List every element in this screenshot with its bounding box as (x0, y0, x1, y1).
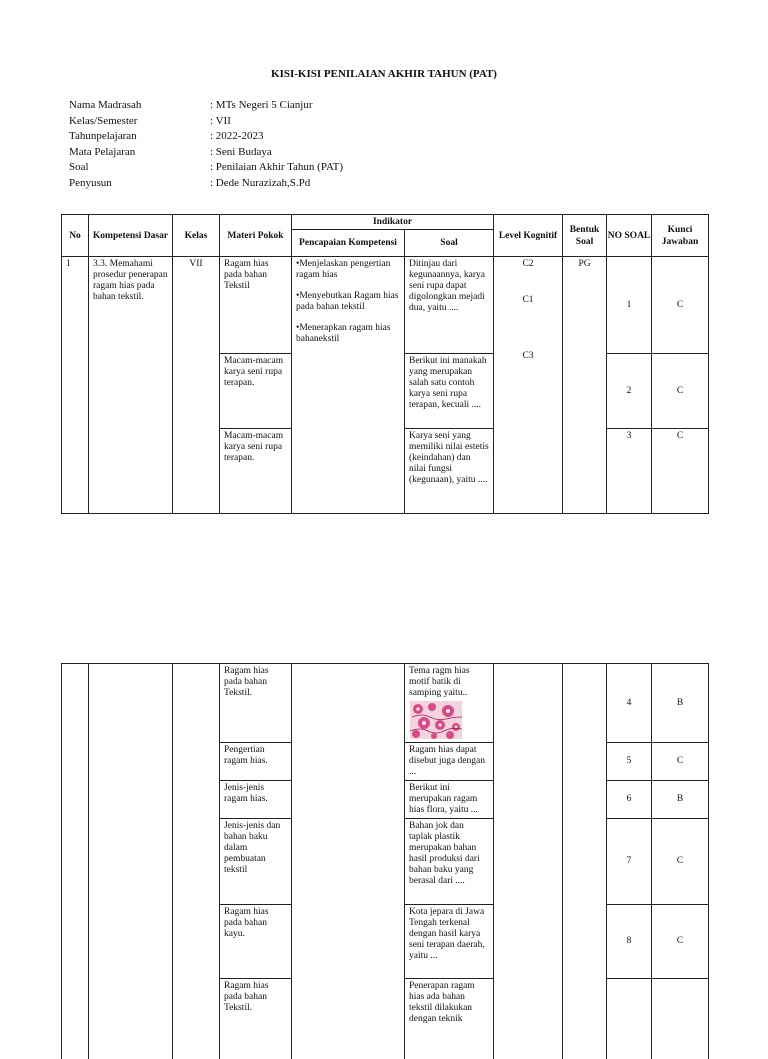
meta-value: : VII (210, 114, 231, 127)
cell-level (494, 257, 562, 364)
header-kunci-jawaban: Kunci Jawaban (652, 215, 709, 257)
cell-no-soal: 8 (626, 936, 632, 946)
cell-soal: Penerapan ragam hias ada bahan tekstil dilakukan dengan teknik (409, 981, 475, 1024)
cell-materi: Jenis-jenis dan bahan baku dalam pembuatan tekstil (224, 821, 281, 875)
meta-label: Mata Pelajaran (69, 145, 136, 158)
header-materi-pokok: Materi Pokok (220, 215, 292, 257)
cell-soal: Bahan jok dan taplak plastik merupakan bahan hasil produksi dari bahan baku yang berasal dari .... (409, 821, 480, 886)
cell-kunci: B (676, 697, 684, 708)
cell-soal (405, 664, 493, 742)
cell-kd-empty (89, 664, 173, 1059)
cell-no: 1 (66, 259, 71, 269)
cell-materi: Jenis-jenis ragam hias. (224, 783, 268, 804)
header-soal: Soal (405, 230, 494, 257)
header-indikator: Indikator (292, 215, 494, 230)
cell-bentuk: PG (578, 259, 591, 269)
cell-soal: Ditinjau dari kegunaannya, karya seni rupa dapat digolongkan mejadi dua, yaitu .... (409, 259, 485, 313)
meta-value: : Dede Nurazizah,S.Pd (210, 176, 311, 189)
cell-level-empty (494, 664, 563, 1059)
cell-kunci: C (676, 385, 684, 396)
cell-kelas-empty (173, 664, 220, 1059)
cell-materi: Pengertian ragam hias. (224, 745, 268, 766)
header-no-soal: NO SOAL (607, 215, 652, 257)
meta-label: Nama Madrasah (69, 99, 142, 111)
cell-no-soal: 3 (626, 431, 632, 441)
cell-materi: Ragam hias pada bahan Tekstil (224, 259, 269, 291)
cell-materi: Macam-macam karya seni rupa terapan. (224, 431, 284, 463)
cell-kunci: B (676, 794, 684, 804)
cell-no-soal: 5 (626, 756, 632, 766)
pk-item: • Menyebutkan Ragam hias pada bahan tekstil (296, 291, 400, 313)
cell-soal: Berikut ini merupakan ragam hias flora, yaitu ... (409, 783, 478, 815)
level-value: C2 (522, 259, 534, 269)
cell-kunci: C (676, 299, 684, 310)
document-title: KISI-KISI PENILAIAN AKHIR TAHUN (PAT) (271, 68, 497, 80)
header-no: No (62, 215, 89, 257)
pk-item: • Menjelaskan pengertian ragam hias (296, 259, 400, 281)
meta-label: Tahunpelajaran (69, 130, 137, 142)
header-kelas: Kelas (173, 215, 220, 257)
cell-no-soal: 1 (626, 299, 632, 310)
pk-item: • Menerapkan ragam hias bahanekstil (296, 323, 400, 345)
cell-kunci (652, 979, 708, 983)
cell-kompetensi-dasar: 3.3. Memahami prosedur penerapan ragam hias pada bahan tekstil. (93, 259, 168, 302)
header-pencapaian-kompetensi: Pencapaian Kompetensi (292, 230, 405, 257)
cell-kelas: VII (189, 259, 203, 269)
table-row (62, 257, 709, 354)
cell-soal: Kota jepara di Jawa Tengah terkenal dengan hasil karya seni terapan daerah, yaitu ... (409, 907, 485, 961)
batik-motif-image (410, 701, 462, 739)
meta-value: : Penilaian Akhir Tahun (PAT) (210, 161, 344, 173)
cell-kunci: C (676, 756, 684, 766)
cell-bentuk-empty (563, 664, 607, 1059)
cell-no-empty (62, 664, 89, 1059)
meta-label: Penyusun (69, 176, 112, 189)
cell-no-soal: 2 (626, 385, 632, 396)
cell-soal: Berikut ini manakah yang merupakan salah satu contoh karya seni rupa terapan, kecuali .... (409, 356, 487, 410)
meta-value: : Seni Budaya (210, 145, 272, 158)
cell-materi: Ragam hias pada bahan Tekstil. (224, 981, 269, 1013)
kisi-table-1 (61, 214, 709, 514)
header-kompetensi-dasar: Kompetensi Dasar (89, 215, 173, 257)
cell-no-soal: 4 (626, 697, 632, 708)
cell-no-soal: 6 (626, 794, 632, 804)
cell-pencapaian (292, 257, 404, 357)
cell-kunci: C (676, 856, 684, 866)
cell-materi: Ragam hias pada bahan Tekstil. (224, 666, 269, 698)
meta-value: : MTs Negeri 5 Cianjur (210, 99, 313, 111)
kisi-table-2 (61, 663, 709, 1059)
cell-pencapaian-empty (292, 664, 405, 1059)
cell-no-soal (607, 979, 651, 983)
cell-materi: Ragam hias pada bahan kayu. (224, 907, 269, 939)
header-bentuk-soal: Bentuk Soal (563, 215, 607, 257)
header-level-kognitif: Level Kognitif (494, 215, 563, 257)
cell-no-soal: 7 (626, 856, 632, 866)
cell-materi: Macam-macam karya seni rupa terapan. (224, 356, 284, 388)
cell-soal: Karya seni yang memiliki nilai estetis (keindahan) dan nilai fungsi (kegunaan), yaitu .... (409, 431, 489, 485)
cell-kunci: C (676, 936, 684, 946)
level-value: C3 (522, 351, 534, 361)
meta-label: Soal (69, 161, 89, 173)
cell-soal: Ragam hias dapat disebut juga dengan ... (409, 745, 485, 777)
table-row (62, 664, 709, 743)
level-value: C1 (522, 295, 534, 305)
meta-label: Kelas/Semester (69, 114, 138, 127)
soal-text: Tema ragm hias motif batik di samping yaitu.. (409, 666, 470, 698)
meta-value: : 2022-2023 (210, 130, 264, 142)
cell-kunci: C (676, 431, 684, 441)
